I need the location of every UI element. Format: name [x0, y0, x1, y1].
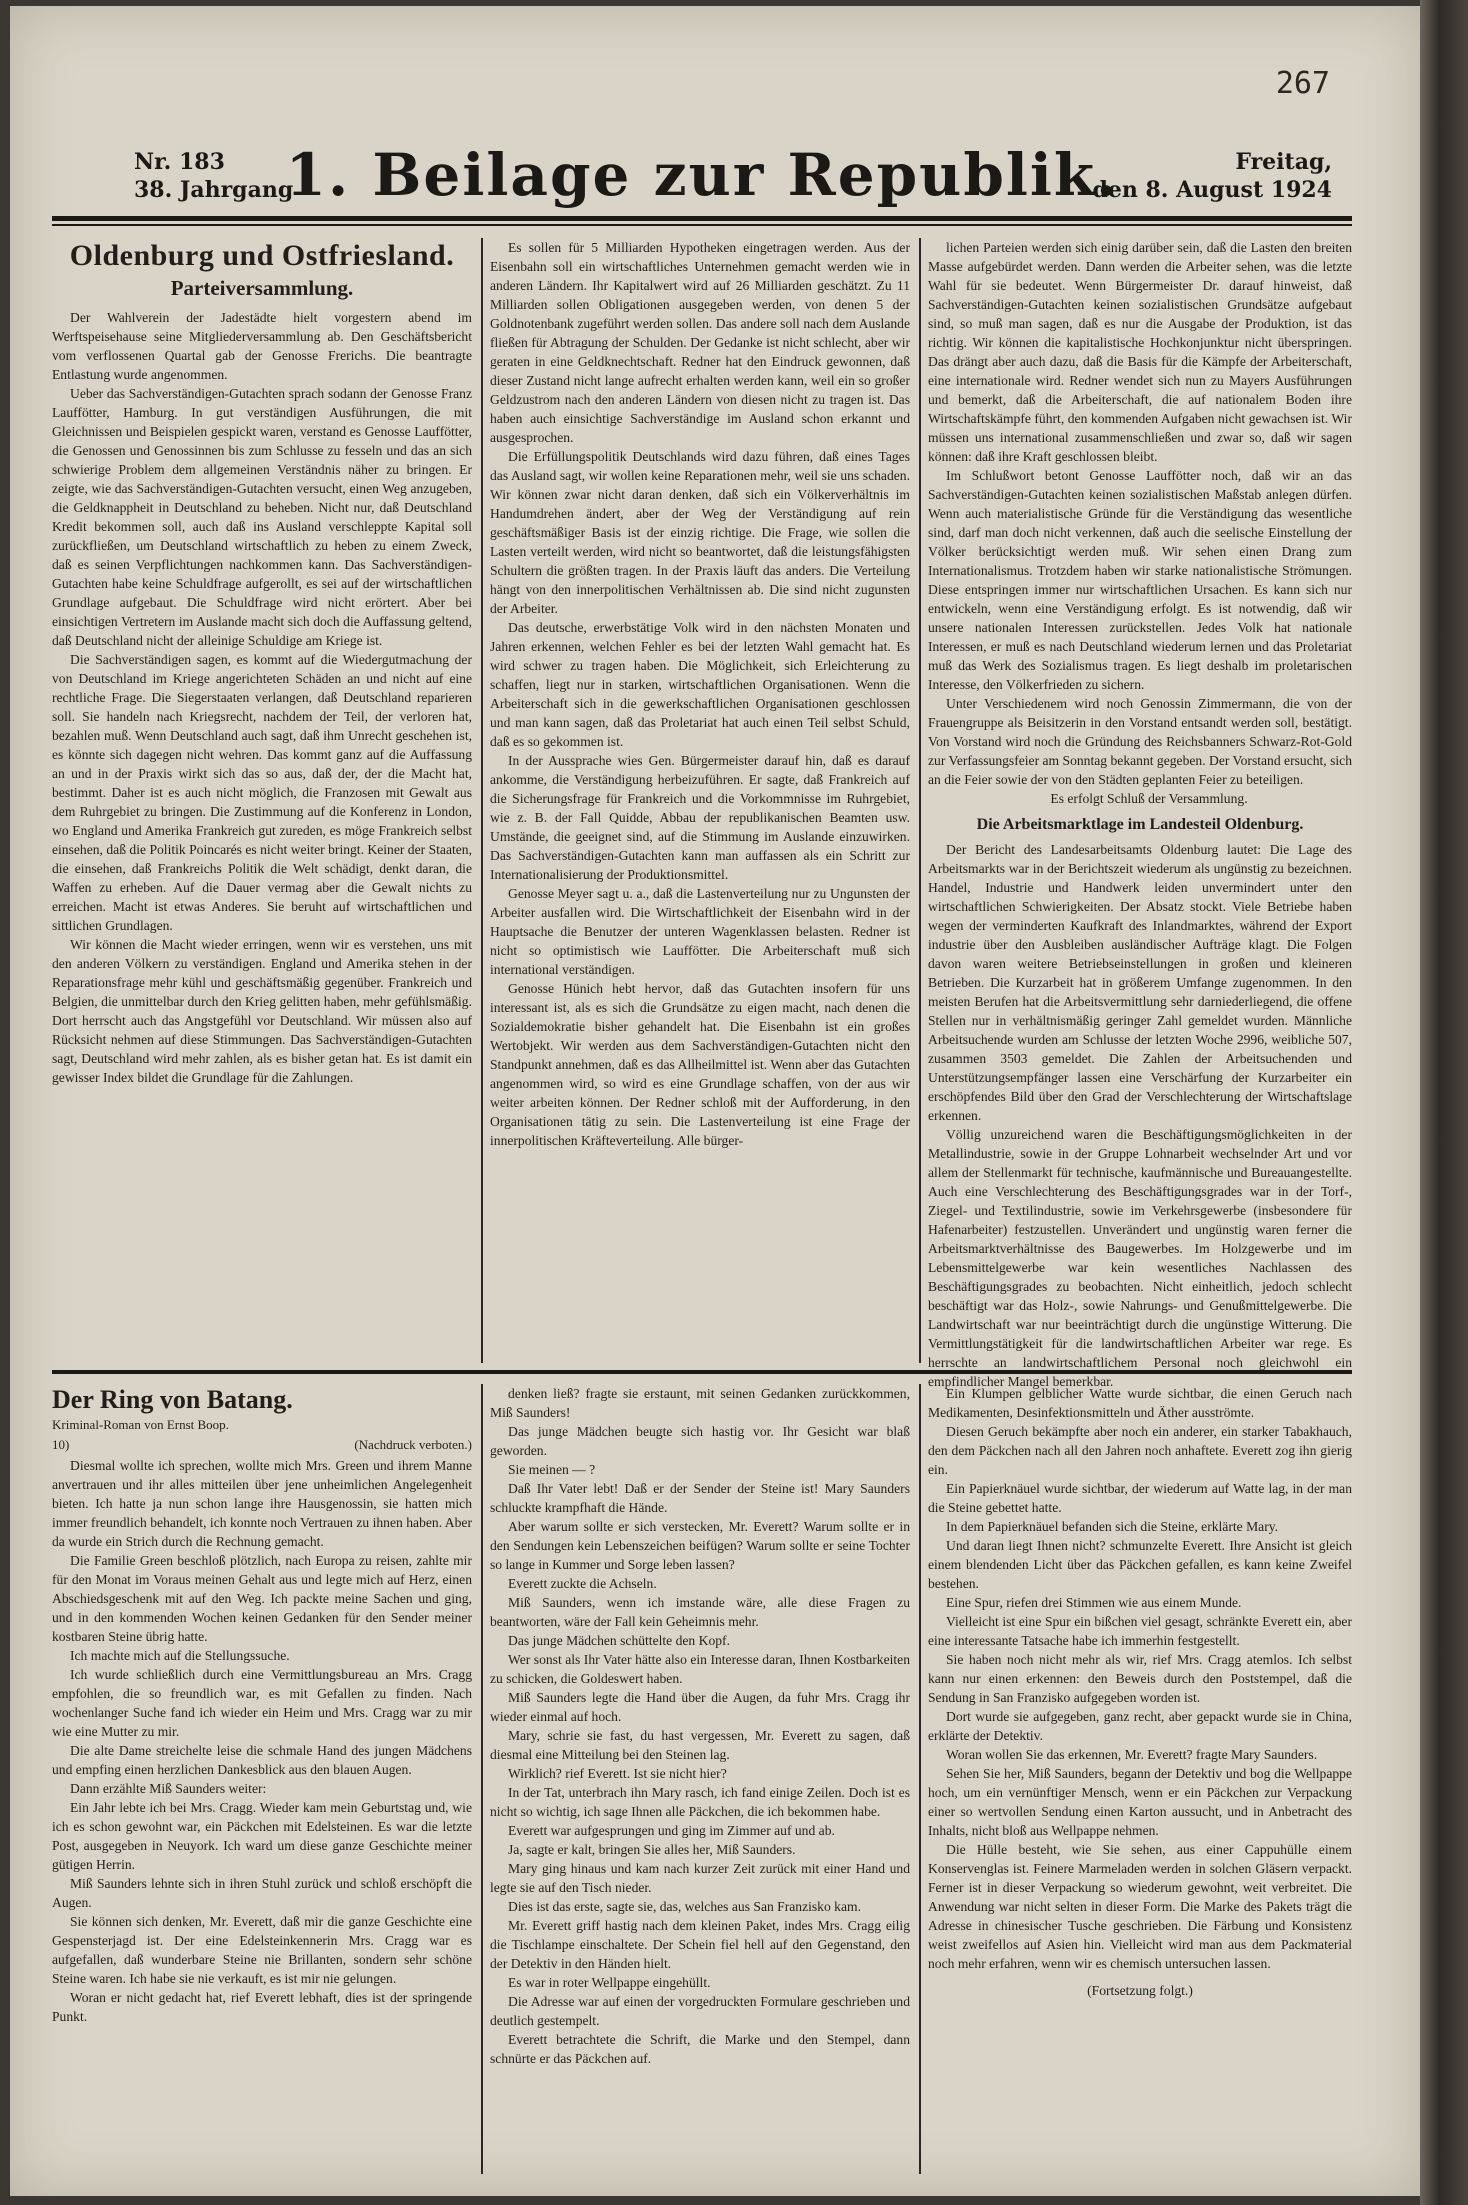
- paragraph: In der Tat, unterbrach ihn Mary rasch, ich fand einige Zeilen. Doch ist es nicht so wichtig, ich sage Ihnen alle Päckchen, die ich bekommen habe.: [490, 1785, 910, 1819]
- paragraph: Es war in roter Wellpappe eingehüllt.: [508, 1975, 711, 1990]
- top-column-2: [490, 238, 910, 1363]
- masthead-rule-thin: [52, 224, 1352, 226]
- column-divider: [481, 238, 483, 1363]
- bottom-column-3: [928, 1384, 1352, 2174]
- paragraph: Woran er nicht gedacht hat, rief Everett lebhaft, dies ist der springende Punkt.: [52, 1990, 472, 2024]
- paragraph: Sie meinen — ?: [508, 1462, 596, 1477]
- paragraph: Ich machte mich auf die Stellungssuche.: [70, 1648, 290, 1663]
- paragraph: Ein Papierknäuel wurde sichtbar, der wiederum auf Watte lag, in der man die Steine gebettet hatte.: [928, 1481, 1352, 1515]
- issue-date-line: den 8. August 1924: [1092, 176, 1332, 203]
- paragraph: Vielleicht ist eine Spur ein bißchen viel gesagt, schränkte Everett ein, aber eine interessante Tatsache habe ich immerhin festgestellt.: [928, 1614, 1352, 1648]
- paragraph: Mary ging hinaus und kam nach kurzer Zeit zurück mit einer Hand und legte sie auf den Tisch nieder.: [490, 1861, 910, 1895]
- paragraph: Daß Ihr Vater lebt! Daß er der Sender der Steine ist! Mary Saunders schluckte krampfhaft die Hände.: [490, 1481, 910, 1515]
- paragraph: Im Schlußwort betont Genosse Lauffötter noch, daß wir an das Sachverständigen-Gutachten keinen sozialistischen Maßstab anlegen dürfen. Wenn auch materialistische Gründe für die Verständigung das wesentliche sind, darf man doch nicht verkennen, daß auch die seelische Einstellung der Völker berücksichtigt werden muß. Wir sehen einen Drang zum Internationalismus. Trotzdem haben wir starke nationalistische Strömungen. Diese entspringen immer nur wirtschaftlichen Ursachen. Es kann sich nur entwickeln, wenn eine Verständigung erfolgt. Es ist notwendig, daß wir unsere nationalen Interessen zurückstellen. Jedes Volk hat nationale Interessen, er muß es nach Deutschland wiederum lernen und das Proletariat muß das Werk des Sozialismus tragen. Es liegt deshalb im proletarischen Interesse, den Völkerfrieden zu sichern.: [928, 468, 1352, 692]
- paragraph: Aber warum sollte er sich verstecken, Mr. Everett? Warum sollte er in den Sendungen kein Lebenszeichen beifügen? Warum sollte er seine Tochter so lange in Kummer und Sorge leben lassen?: [490, 1519, 910, 1572]
- paragraph: Und daran liegt Ihnen nicht? schmunzelte Everett. Ihre Ansicht ist gleich einem blendenden Licht über das Päckchen gefallen, es kann keine Zweifel bestehen.: [928, 1538, 1352, 1591]
- paragraph: Unter Verschiedenem wird noch Genossin Zimmermann, die von der Frauengruppe als Beisitzerin in den Vorstand entsandt werden soll, bestätigt. Von Vorstand wird noch die Gründung des Reichsbanners Schwarz-Rot-Gold zur Verfassungsfeier am Sonntag bekannt gegeben. Der Vorstand ersucht, sich an die Feier sowie der von den Städten geplanten Feier zu beteiligen.: [928, 696, 1352, 787]
- story-title: Der Ring von Batang.: [52, 1385, 293, 1414]
- issue-date: [1092, 149, 1332, 204]
- story-byline: Kriminal-Roman von Ernst Boop.: [52, 1417, 229, 1432]
- paragraph: Miß Saunders lehnte sich in ihren Stuhl zurück und schloß erschöpft die Augen.: [52, 1876, 472, 1910]
- paragraph: Eine Spur, riefen drei Stimmen wie aus einem Munde.: [946, 1595, 1242, 1610]
- paragraph: lichen Parteien werden sich einig darüber sein, daß die Lasten den breiten Masse aufgebürdet werden. Dann werden die Arbeiter sehen, was die letzte Wahl für sie bedeutet. Wenn Bürgermeister Dr. darauf hinweist, daß Sachverständigen-Gutachten keinen sozialistischen Grundsätze aufgebaut sind, so muß man sagen, daß es nur die Ausgabe der Produktion, ist das richtig. Wir können die kapitalistische Hochkonjunktur nicht überspringen. Das drängt aber auch dazu, daß die Basis für die Kämpfe der Arbeiterschaft, eine internationale wird. Redner wendet sich nun zu Mayers Ausführungen und bemerkt, daß die Arbeiterschaft, die auf nationalem Boden ihre Wirtschaftskämpfe führt, den kommenden Aufgaben nicht gewachsen ist. Wir müssen uns international zusammenschließen und zwar so, daß wir sagen können: daß ihre Kraft geschlossen bleibt.: [928, 240, 1352, 464]
- paragraph: denken ließ? fragte sie erstaunt, mit seinen Gedanken zurückkommen, Miß Saunders!: [490, 1386, 910, 1420]
- paragraph: Everett zuckte die Achseln.: [508, 1576, 657, 1591]
- paragraph: Der Wahlverein der Jadestädte hielt vorgestern abend im Werftspeisehause seine Mitgliederversammlung ab. Den Geschäftsbericht vom verflossenen Quartal gab der Genosse Frerichs. Die beantragte Entlastung wurde angenommen.: [52, 310, 472, 382]
- paragraph: Diesmal wollte ich sprechen, wollte mich Mrs. Green und ihrem Manne anvertrauen und ihr alles mitteilen über jene unheimlichen Angelegenheit bieten. Ich hatte ja nun schon lange ihre Hausgenossin, sie hatten mich immer freundlich behandelt, ich konnte noch Vertrauen zu ihnen haben. Aber da wurde ein Strich durch die Rechnung gemacht.: [52, 1458, 472, 1549]
- issue-weekday: Freitag,: [1235, 149, 1332, 175]
- paragraph: Everett betrachtete die Schrift, die Marke und den Stempel, dann schnürte er das Päckchen auf.: [490, 2032, 910, 2066]
- paragraph: Das deutsche, erwerbstätige Volk wird in den nächsten Monaten und Jahren erkennen, welchen Fehler es bei der letzten Wahl gemacht hat. Es wird schwer zu tragen haben. Die Möglichkeit, sich Erleichterung zu schaffen, liegt nur in starken, wirtschaftlichen Organisationen. Wenn die Arbeiterschaft sich in die gewerkschaftlichen Organisationen geschlossen und man kann sagen, daß das Proletariat hat auch einen Teil selbst Schuld, daß es so gekommen ist.: [490, 620, 910, 749]
- paragraph: Die Hülle besteht, wie Sie sehen, aus einer Cappuhülle einem Konservenglas ist. Feinere Marmeladen werden in solchen Gläsern verpackt. Ferner ist in dieser Verpackung so wiederum gewohnt, weit verbreitet. Die Anwendung war nicht selten in dieser Form. Die Marke des Pakets trägt die Adresse in chinesischer Tusche geschrieben. Die Färbung und Konsistenz weist zweifellos auf Asien hin. Vielleicht wird man aus dem Packmaterial noch mehr erfahren, wenn wir es chemisch untersuchen lassen.: [928, 1842, 1352, 1971]
- newspaper-page: [10, 6, 1420, 2196]
- paragraph: Sie können sich denken, Mr. Everett, daß mir die ganze Geschichte eine Gespensterjagd ist. Der eine Edelsteinkennerin Mrs. Cragg war es aufgefallen, daß wunderbare Steine nie Brillanten, sondern sehr schöne Steine waren. Ich habe sie nie verkauft, es ist mir nie gelungen.: [52, 1914, 472, 1986]
- paragraph: Miß Saunders, wenn ich imstande wäre, alle diese Fragen zu beantworten, wäre der Fall kein Geheimnis mehr.: [490, 1595, 910, 1629]
- newspaper-title: 1. Beilage zur Republik.: [285, 141, 1119, 209]
- issue-number: Nr. 183: [134, 149, 225, 175]
- paragraph: Die Erfüllungspolitik Deutschlands wird dazu führen, daß eines Tages das Ausland sagt, wir wollen keine Reparationen mehr, weil sie uns schaden. Wir können zwar nicht daran denken, daß sich ein Völkerverhältnis im Handumdrehen ändert, aber der Weg der Verständigung auf rein geschäftsmäßiger Basis ist der einzig richtige. Die Frage, wie sollen die Lasten verteilt werden, wird nicht so beantwortet, daß die leistungsfähigsten Schultern die größten tragen. In der Praxis läuft das anders. Die Verteilung hängt von den innerpolitischen Verhältnissen ab. Die sind nicht zugunsten der Arbeiter.: [490, 449, 910, 616]
- paragraph: Miß Saunders legte die Hand über die Augen, da fuhr Mrs. Cragg ihr wieder einmal auf hoch.: [490, 1690, 910, 1724]
- top-column-3: [928, 238, 1352, 1389]
- paragraph: Das junge Mädchen beugte sich hastig vor. Ihr Gesicht war blaß geworden.: [490, 1424, 910, 1458]
- column-divider: [481, 1384, 483, 2174]
- article-title: Die Arbeitsmarktlage im Landesteil Oldenburg.: [976, 816, 1304, 833]
- paragraph: Mr. Everett griff hastig nach dem kleinen Paket, indes Mrs. Cragg eilig die Tischlampe einschaltete. Der Schein fiel hell auf den Gegenstand, den der Detektiv in den Händen hielt.: [490, 1918, 910, 1971]
- story-installment-line: [52, 1436, 472, 1454]
- paragraph: Sehen Sie her, Miß Saunders, begann der Detektiv und bog die Wellpappe hoch, um ein vernünftiger Mensch, wenn er ein Päckchen zur Verpackung einer so wertvollen Sendung einen Karton aussucht, und in Anbetracht des Inhalts, nicht bloß aus Wellpappe nehmen.: [928, 1766, 1352, 1838]
- masthead-rule: [52, 216, 1352, 221]
- paragraph: Woran wollen Sie das erkennen, Mr. Everett? fragte Mary Saunders.: [946, 1747, 1318, 1762]
- installment-number: 10): [52, 1437, 70, 1452]
- paragraph: Ja, sagte er kalt, bringen Sie alles her, Miß Saunders.: [508, 1842, 796, 1857]
- paragraph: Das junge Mädchen schüttelte den Kopf.: [508, 1633, 730, 1648]
- paragraph: Genosse Meyer sagt u. a., daß die Lastenverteilung nur zu Ungunsten der Arbeiter ausfallen wird. Die Wirtschaftlichkeit der Eisenbahn wird in der Hauptsache die Benutzer der unteren Wagenklassen belasten. Redner ist nicht so optimistisch wie Lauffötter. Die Arbeiterschaft muß sich international verständigen.: [490, 886, 910, 977]
- paragraph: Wirklich? rief Everett. Ist sie nicht hier?: [508, 1766, 727, 1781]
- paragraph: Diesen Geruch bekämpfte aber noch ein anderer, ein starker Tabakhauch, den dem Päckchen nach all den Jahren noch anhaftete. Everett zog ihn gierig ein.: [928, 1424, 1352, 1477]
- paragraph: Die alte Dame streichelte leise die schmale Hand des jungen Mädchens und empfing einen herzlichen Dankesblick aus den blauen Augen.: [52, 1743, 472, 1777]
- reprint-note: (Nachdruck verboten.): [354, 1437, 472, 1452]
- paragraph: Wir können die Macht wieder erringen, wenn wir es verstehen, uns mit den anderen Völkern zu verständigen. England und Amerika stehen in der Reparationsfrage mehr kühl und geschäftsmäßig gegenüber. Frankreich und Belgien, die unmittelbar durch den Krieg gelitten haben, mehr gefühlsmäßig. Dort herrscht auch das Angstgefühl vor Deutschland. Wir müssen also auf Rücksicht nehmen auf diese Stimmungen. Das Sachverständigen-Gutachten sagt, Deutschland wird mehr zahlen, als es bisher getan hat. Es ist damit ein gewisser Index bildet die Grundlage für die Zahlungen.: [52, 937, 472, 1085]
- paragraph: Es erfolgt Schluß der Versammlung.: [1050, 791, 1248, 806]
- section-title: Oldenburg und Ostfriesland.: [69, 239, 455, 272]
- paragraph: Die Familie Green beschloß plötzlich, nach Europa zu reisen, zahlte mir für den Monat im Voraus meinen Gehalt aus und legte mich auf Herz, einen Abschiedsgeschenk mit auf den Weg. Ich packte meine Sachen und ging, und in den kommenden Wochen keinen Gedanken für den Sender meiner kostbaren Steine übrig hatte.: [52, 1553, 472, 1644]
- continuation-note: (Fortsetzung folgt.): [1087, 1983, 1193, 1998]
- top-column-1: [52, 238, 472, 1363]
- paragraph: Wer sonst als Ihr Vater hätte also ein Interesse daran, Ihnen Kostbarkeiten zu schicken, die Goldeswert haben.: [490, 1652, 910, 1686]
- paragraph: Ueber das Sachverständigen-Gutachten sprach sodann der Genosse Franz Lauffötter, Hamburg. In gut verständigen Ausführungen, die mit Gleichnissen und Beispielen gespickt waren, verstand es Genosse Lauffötter, die Genossen und Genossinnen bis zum Schlusse zu fesseln und das an sich schwierige Problem dem allgemeinen Verständnis näher zu bringen. Er zeigte, wie das Sachverständigen-Gutachten versucht, einen Weg anzugeben, die Geldknappheit in Deutschland zu beheben. Nicht nur, daß Deutschland Kredit bekommen soll, auch daß ins Ausland verschleppte Kapital soll zurückfließen, um Deutschland wirtschaftlich zu heben zu einem Zweck, daß es seinen Verpflichtungen nachkommen kann. Das Sachverständigen-Gutachten habe keine Schuldfrage aufgerollt, es sei auf der wirtschaftlichen Grundlage aufgebaut. Die Schuldfrage wird nicht erörtert. Aber bei einsichtigen Vertretern im Auslande macht sich doch die Auffassung geltend, daß Deutschland nicht der alleinige Schuldige am Kriege ist.: [52, 386, 472, 648]
- paragraph: Die Sachverständigen sagen, es kommt auf die Wiedergutmachung der von Deutschland im Kriege angerichteten Schäden an und nicht auf eine rechtliche Frage. Die Siegerstaaten verlangen, daß Deutschland reparieren soll. Sie handeln nach Kriegsrecht, nachdem der Teil, der verloren hat, bezahlen muß. Wenn Deutschland auch sagt, daß ihm Unrecht geschehen ist, es könnte sich dagegen nicht wehren. Das kommt ganz auf die Auffassung an und in der Praxis wirkt sich das so aus, daß der, der die Macht hat, bestimmt. Daher ist es auch nicht möglich, die Franzosen mit Gewalt aus dem Ruhrgebiet zu bringen. Die Zustimmung auf die Konferenz in London, wo England und Amerika Frankreich gut zureden, es möge Frankreich selbst einsehen, daß die Politik Poincarés es nicht weiter bringt. Keiner der Staaten, die einsehen, daß Frankreichs Politik die Welt schädigt, denkt daran, die Waffen zu erheben. Auf die Dauer vermag aber die Gewalt nichts zu erreichen. Macht ist etwas Anderes. Sie beruht auf wirtschaftlichen und sittlichen Grundlagen.: [52, 652, 472, 933]
- paragraph: Dies ist das erste, sagte sie, das, welches aus San Franzisko kam.: [508, 1899, 861, 1914]
- paragraph: Ein Jahr lebte ich bei Mrs. Cragg. Wieder kam mein Geburtstag und, wie ich es schon gewohnt war, ein Päckchen mit Edelsteinen. Es war die letzte Post, ausgegeben in Neuyork. Ich ward um diese ganze Geschichte meiner gütigen Herrin.: [52, 1800, 472, 1872]
- paragraph: Dann erzählte Miß Saunders weiter:: [70, 1781, 267, 1796]
- paragraph: Everett war aufgesprungen und ging im Zimmer auf und ab.: [508, 1823, 835, 1838]
- article-title: Parteiversammlung.: [170, 276, 354, 300]
- column-divider: [919, 1384, 921, 2174]
- paragraph: Ein Klumpen gelblicher Watte wurde sichtbar, die einen Geruch nach Medikamenten, Desinfektionsmitteln und Äther ausströmte.: [928, 1386, 1352, 1420]
- paragraph: In dem Papierknäuel befanden sich die Steine, erklärte Mary.: [946, 1519, 1279, 1534]
- paragraph: Sie haben noch nicht mehr als wir, rief Mrs. Cragg atemlos. Ich selbst kann nur einen erkennen: den Beweis durch den Poststempel, daß die Sendung in San Franzisko aufgegeben worden ist.: [928, 1652, 1352, 1705]
- paragraph: In der Aussprache wies Gen. Bürgermeister darauf hin, daß es darauf ankomme, die Verständigung herbeizuführen. Er sagte, daß Frankreich auf die Sicherungsfrage für Frankreich und die Vorkommnisse im Ruhrgebiet, wie z. B. der Fall Quidde, Abbau der republikanischen Beamten usw. Umstände, die geeignet sind, auf die Stimmung im Auslande einzuwirken. Das Sachverständigen-Gutachten kann man auffassen als ein Schritt zur Internationalisierung der Produktionsmittel.: [490, 753, 910, 882]
- bottom-column-2: [490, 1384, 910, 2174]
- section-rule: [52, 1370, 1352, 1374]
- paragraph: Ich wurde schließlich durch eine Vermittlungsbureau an Mrs. Cragg empfohlen, die so freundlich war, es mit Gefallen zu finden. Nach wochenlanger Suche fand ich wieder ein Heim und Mrs. Cragg war zu mir wie eine Mutter zu mir.: [52, 1667, 472, 1739]
- paragraph: Es sollen für 5 Milliarden Hypotheken eingetragen werden. Aus der Eisenbahn soll ein wirtschaftliches Unternehmen gemacht werden wie in anderen Ländern. Ihr Kapitalwert wird auf 26 Milliarden geschätzt. Zu 11 Milliarden sollen Obligationen ausgegeben werden, von denen 5 der Goldnotenbank zugeführt werden sollen. Das andere soll nach dem Auslande fließen für Abtragung der Schulden. Der Gedanke ist nicht schlecht, aber wir geraten in eine Geldknechtschaft. Redner hat den Eindruck gewonnen, daß dieser Zustand nicht lange aufrecht erhalten werden kann, weil ein so großer Geldzustrom nach den anderen Ländern von diesen nicht zu tragen ist. Das haben auch einsichtige Sachverständige im Ausland schon erkannt und ausgesprochen.: [490, 240, 910, 445]
- issue-year: 38. Jahrgang: [134, 176, 294, 203]
- masthead: [52, 141, 1352, 221]
- book-spine: [1420, 0, 1468, 2205]
- column-divider: [919, 238, 921, 1363]
- paragraph: Genosse Hünich hebt hervor, daß das Gutachten insofern für uns interessant ist, als es sich die Grundsätze zu eigen macht, nach denen die Sozialdemokratie bisher gehandelt hat. Die Eisenbahn ist ein großes Wertobjekt. Wir werden aus dem Sachverständigen-Gutachten nicht den Standpunkt annehmen, daß es das Allheilmittel ist. Wenn aber das Gutachten angenommen wird, so wird es eine Grundlage schaffen, von der aus wir weiter arbeiten können. Der Redner schloß mit der Aufforderung, in den Organisationen tätig zu sein. Die Lastenverteilung ist eine Frage der innerpolitischen Kräfteverteilung. Alle bürger-: [490, 981, 910, 1148]
- paragraph: Die Adresse war auf einen der vorgedruckten Formulare geschrieben und deutlich gestempelt.: [490, 1994, 910, 2028]
- bottom-column-1: [52, 1384, 472, 2174]
- page-number: 267: [1275, 66, 1330, 101]
- paragraph: Völlig unzureichend waren die Beschäftigungsmöglichkeiten in der Metallindustrie, sowie in der Gruppe Lohnarbeit wechselnder Art und vor allem der Stellenmarkt für technische, kaufmännische und Bureauangestellte. Auch eine Verschlechterung des Beschäftigungsgrades war in der Torf-, Ziegel- und Textilindustrie, sowie im Verkehrsgewerbe (insbesondere für Hafenarbeiter) festzustellen. Unverändert und ungünstig waren ferner die Arbeitsmarktverhältnisse des Baugewerbes. Im Holzgewerbe und im Lebensmittelgewerbe war kein wesentliches Nachlassen des Beschäftigungsgrades zu beobachten. Nicht einheitlich, jedoch schlecht beschäftigt war das Holz-, sowie Nahrungs- und Genußmittelgewerbe. Die Landwirtschaft war nur beeinträchtigt durch die ungünstige Witterung. Die Vermittlungstätigkeit für die landwirtschaftlichen Arbeiter war rege. Es herrschte an landwirtschaftlichem Personal noch gleichwohl ein empfindlicher Mangel bemerkbar.: [928, 1127, 1352, 1389]
- paragraph: Der Bericht des Landesarbeitsamts Oldenburg lautet: Die Lage des Arbeitsmarkts war in der Berichtszeit wiederum als ungünstig zu bezeichnen. Handel, Industrie und Handwerk leiden unvermindert unter den wirtschaftlichen Schwierigkeiten. Der Absatz stockt. Viele Betriebe haben wegen der verminderten Kaufkraft des Inlandmarktes, während der Export industrie über den Ausbleiben ausländischer Aufträge klagt. Die Folgen davon waren weitere Betriebseinstellungen in großen und kleineren Betrieben. Die Kurzarbeit hat in größerem Umfange zugenommen. In den meisten Berufen hat die Arbeitsvermittlung sehr darniederliegend, die offene Stellen nur in verhältnismäßig geringer Zahl gemeldet wurden. Männliche Arbeitsuchende wurden am Schlusse der letzten Woche 2996, weibliche 507, zusammen 3503 gemeldet. Die Zahlen der Arbeitsuchenden und Unterstützungsempfänger lassen eine Verschärfung der Kurzarbeiter ein erschöpfendes Bild über den Grad der Verschlechterung der Wirtschaftslage erkennen.: [928, 842, 1352, 1123]
- paragraph: Mary, schrie sie fast, du hast vergessen, Mr. Everett zu sagen, daß diesmal eine Mitteilung bei den Steinen lag.: [490, 1728, 910, 1762]
- paragraph: Dort wurde sie aufgegeben, ganz recht, aber gepackt wurde sie in China, erklärte der Detektiv.: [928, 1709, 1352, 1743]
